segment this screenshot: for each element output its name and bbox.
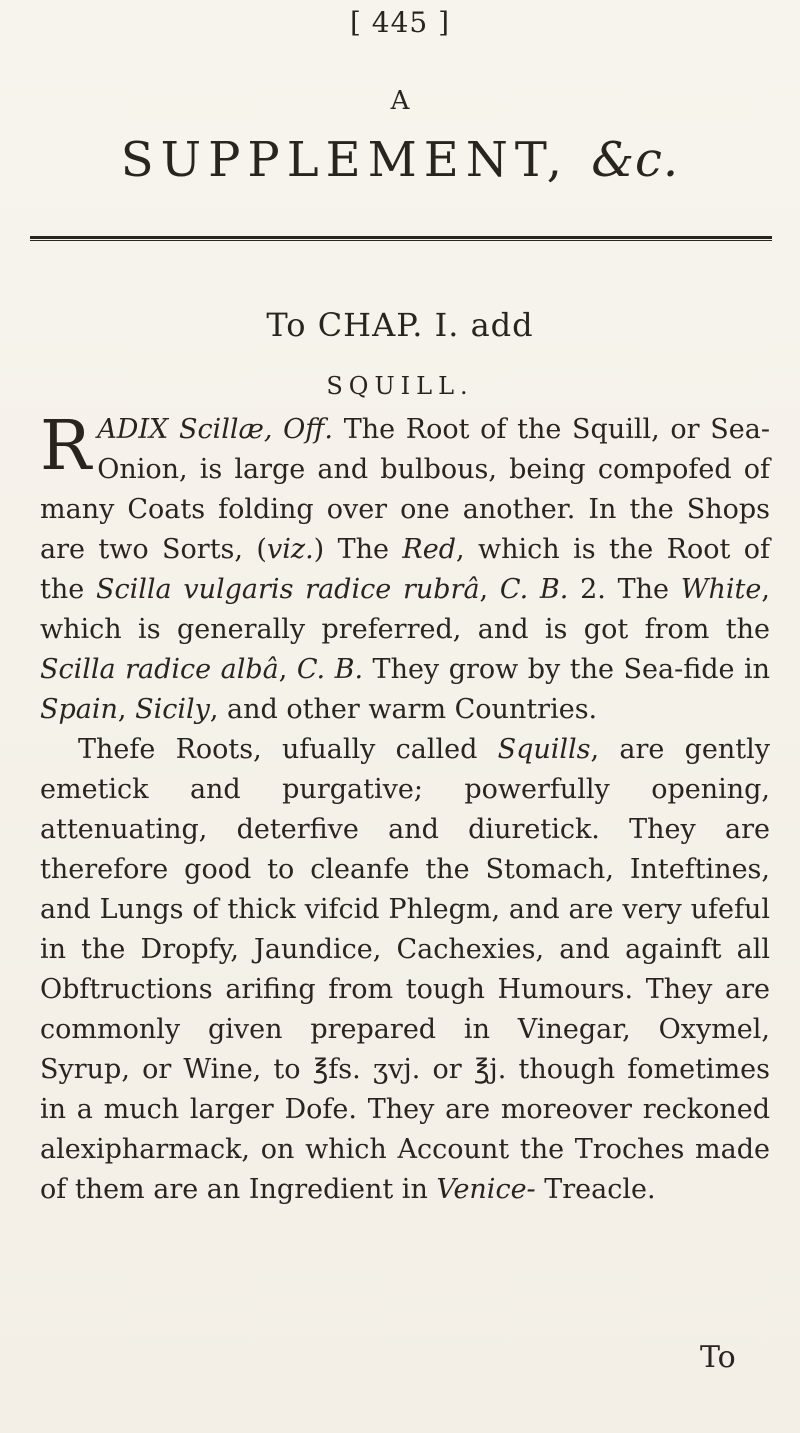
drop-cap: R <box>40 407 92 486</box>
text-segment: Thefe Roots, ufually called <box>78 734 498 765</box>
text-segment: The Root of the Squill, or Sea-Onion, is large and bulbous, being compofed of many Coats folding over one another. In the Shops are two Sorts, ( <box>40 414 770 565</box>
text-segment: 2. The <box>568 574 681 605</box>
text-segment: , and other warm Countries. <box>209 694 598 725</box>
term-white: White <box>680 574 762 605</box>
species-red: Scilla vulgaris radice rubrâ <box>95 574 480 605</box>
text-segment: Treacle. <box>535 1174 656 1205</box>
citation-cb: C. B. <box>499 574 569 605</box>
chapter-heading: To CHAP. I. add <box>266 306 534 344</box>
catchword: To <box>700 1340 736 1375</box>
body-text <box>40 407 770 1210</box>
term-red: Red <box>402 534 457 565</box>
text-segment: , are gently emetick and purgative; powerfully opening, attenuating, deterfive and diuretick. They are therefore good to cleanfe the Stomach, Inteftines, and Lungs of thick vifcid Phlegm, and are very ufeful in the Dropfy, Jaundice, Cachexies, and againft all Obftructions arifing from tough Humours. They are commonly given prepared in Vinegar, Oxymel, Syrup, or Wine, to ℥fs. ʒvj. or ℥j. though fometimes in a much larger Dofe. They are moreover reckoned alexipharmack, on which Account the Troches made of them are an Ingredient in <box>40 734 770 1205</box>
title-supplement: SUPPLEMENT, <box>120 132 570 188</box>
text-segment: They grow by the Sea-fide in <box>363 654 770 685</box>
paragraph-2 <box>40 730 770 1210</box>
section-title: SQUILL. <box>326 372 474 400</box>
page-title <box>0 132 800 188</box>
term-squills: Squills <box>497 734 591 765</box>
text-segment: , which is the Root of the <box>40 534 770 605</box>
viz-abbrev: viz. <box>266 534 314 565</box>
page-number: [ 445 ] <box>349 6 451 39</box>
place-venice: Venice- <box>436 1174 536 1205</box>
text-segment: , <box>479 574 500 605</box>
text-segment: , <box>278 654 297 685</box>
text-segment: , which is generally preferred, and is got from the <box>40 574 770 645</box>
divider-rule <box>30 236 772 241</box>
title-etc: &c. <box>591 132 680 188</box>
paragraph-1 <box>40 407 770 730</box>
latin-title: ADIX Scillæ, Off. <box>97 414 333 445</box>
heading-article: A <box>390 86 410 116</box>
text-segment: , <box>117 694 136 725</box>
species-white: Scilla radice albâ <box>40 654 279 685</box>
place-spain: Spain <box>40 694 118 725</box>
citation-cb: C. B. <box>296 654 364 685</box>
place-sicily: Sicily <box>135 694 210 725</box>
text-segment: ) The <box>313 534 403 565</box>
